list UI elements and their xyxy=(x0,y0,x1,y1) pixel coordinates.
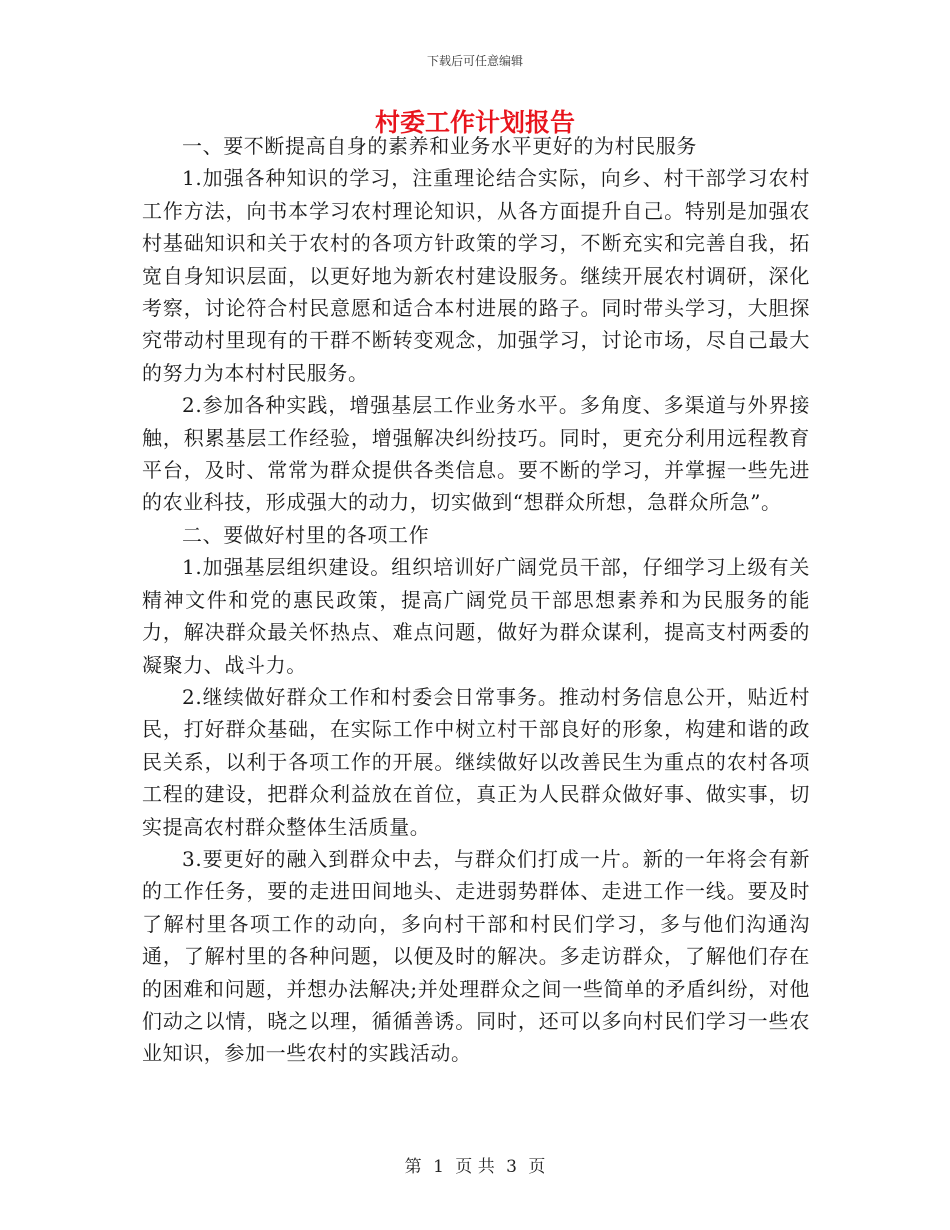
footer-page-number: 1 xyxy=(433,1157,444,1177)
document-title: 村委工作计划报告 xyxy=(374,108,575,137)
paragraph: 1.加强各种知识的学习，注重理论结合实际，向乡、村干部学习农村工作方法，向书本学习农村理论知识，从各方面提升自己。特别是加强农村基础知识和关于农村的各项方针政策的学习，不断充实和完善自我，拓宽自身知识层面，以更好地为新农村建设服务。继续开展农村调研，深化考察，讨论符合村民意愿和适合本村进展的路子。同时带头学习，大胆探究带动村里现有的干群不断转变观念，加强学习，讨论市场，尽自己最大的努力为本村村民服务。 xyxy=(142,166,810,385)
section-heading-1: 一、要不断提高自身的素养和业务水平更好的为村民服务 xyxy=(182,134,697,158)
paragraph: 3.要更好的融入到群众中去，与群众们打成一片。新的一年将会有新的工作任务，要的走进田间地头、走进弱势群体、走进工作一线。要及时了解村里各项工作的动向，多向村干部和村民们学习，多与他们沟通沟通，了解村里的各种问题，以便及时的解决。多走访群众，了解他们存在的困难和问题，并想办法解决;并处理群众之间一些简单的矛盾纠纷，对他们动之以情，晓之以理，循循善诱。同时，还可以多向村民们学习一些农业知识，参加一些农村的实践活动。 xyxy=(142,846,810,1066)
paragraph: 2.继续做好群众工作和村委会日常事务。推动村务信息公开，贴近村民，打好群众基础，在实际工作中树立村干部良好的形象，构建和谐的政民关系，以利于各项工作的开展。继续做好以改善民生为重点的农村各项工程的建设，把群众利益放在首位，真正为人民群众做好事、做实事，切实提高农村群众整体生活质量。 xyxy=(142,684,810,839)
paragraph: 2.参加各种实践，增强基层工作业务水平。多角度、多渠道与外界接触，积累基层工作经验，增强解决纠纷技巧。同时，更充分利用远程教育平台，及时、常常为群众提供各类信息。要不断的学习，并掌握一些先进的农业科技，形成强大的动力，切实做到“想群众所想，急群众所急”。 xyxy=(142,393,810,515)
paragraph: 1.加强基层组织建设。组织培训好广阔党员干部，仔细学习上级有关精神文件和党的惠民政策，提高广阔党员干部思想素养和为民服务的能力，解决群众最关怀热点、难点问题，做好为群众谋利，提高支村两委的凝聚力、战斗力。 xyxy=(142,555,810,677)
header-note: 下载后可任意编辑 xyxy=(426,54,523,68)
page-footer xyxy=(0,1152,950,1177)
footer-middle: 页 共 xyxy=(455,1157,495,1177)
footer-prefix: 第 xyxy=(404,1157,422,1177)
footer-total-pages: 3 xyxy=(506,1157,517,1177)
section-heading-2: 二、要做好村里的各项工作 xyxy=(182,522,430,547)
footer-suffix: 页 xyxy=(528,1157,546,1177)
document-body xyxy=(142,130,810,1070)
